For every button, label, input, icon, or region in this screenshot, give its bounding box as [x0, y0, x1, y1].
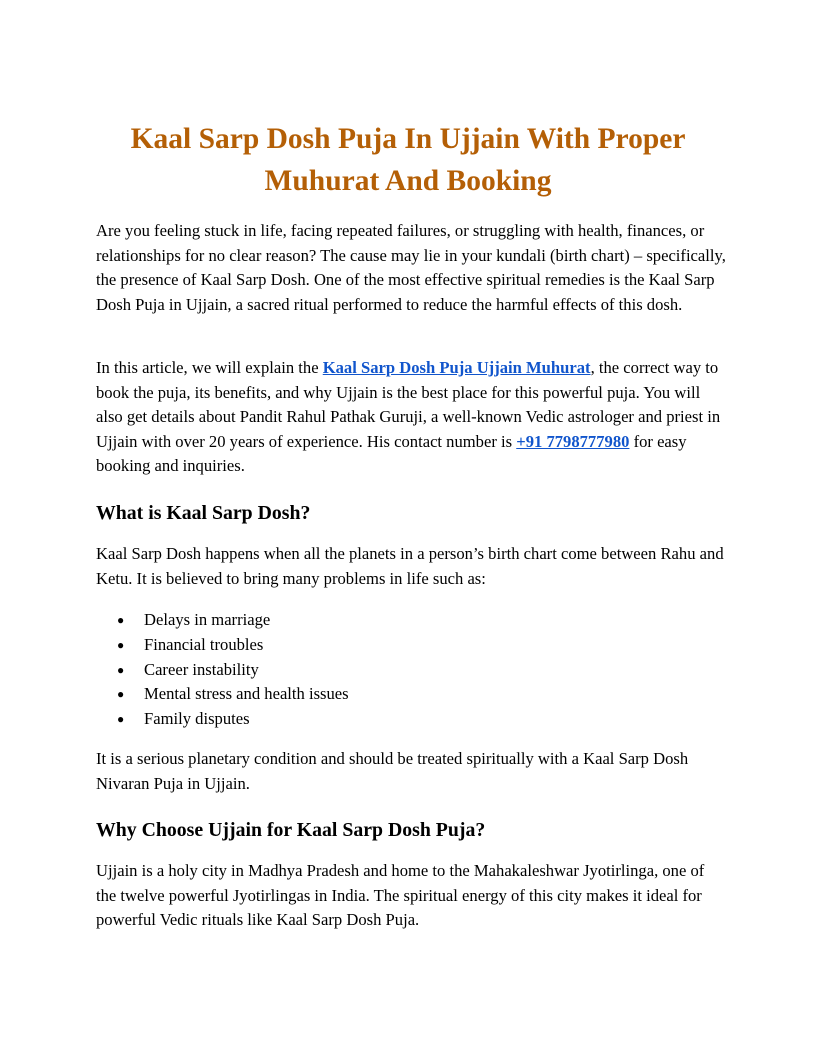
bullet-icon: ● [117, 613, 125, 627]
bullet-icon: ● [117, 687, 125, 702]
intro-text-b: , the correct way to book the puja, its benefits, and why Ujjain is the best place for this powerful puja. You will also get details about Pandit Rahul Pathak Guruji, a well-known Vedic astrologer and priest in Ujjain with over 20 years of experience. His contact number is [96, 358, 721, 451]
intro-paragraph-2 [96, 356, 726, 479]
why-paragraph-1: Ujjain is a holy city in Madhya Pradesh and home to the Mahakaleshwar Jyotirlinga, one of the twelve powerful Jyotirlingas in India. The spiritual energy of this city makes it ideal for powerful Vedic rituals like Kaal Sarp Dosh Puja. [96, 861, 705, 930]
list-item [96, 707, 349, 732]
list-item [96, 608, 349, 633]
list-item [96, 658, 349, 683]
intro-paragraph-1: Are you feeling stuck in life, facing repeated failures, or struggling with health, finances, or relationships for no clear reason? The cause may lie in your kundali (birth chart) – specifically, the presence of Kaal Sarp Dosh. One of the most effective spiritual remedies is the Kaal Sarp Dosh Puja in Ujjain, a sacred ritual performed to reduce the harmful effects of this dosh. [96, 221, 726, 314]
bullet-icon: ● [117, 712, 125, 727]
problems-list [96, 608, 349, 732]
list-item-text: Family disputes [144, 709, 250, 729]
muhurat-link[interactable]: Kaal Sarp Dosh Puja Ujjain Muhurat [322, 358, 591, 377]
list-item-text: Financial troubles [144, 634, 264, 654]
phone-link[interactable]: +91 7798777980 [516, 431, 630, 451]
list-item-text: Delays in marriage [144, 610, 271, 629]
section-heading-why: Why Choose Ujjain for Kaal Sarp Dosh Puja? [96, 819, 486, 841]
page-title: Kaal Sarp Dosh Puja In Ujjain With Proper Muhurat And Booking [130, 123, 686, 197]
intro-text-c: for easy booking and inquiries. [96, 431, 687, 476]
list-item [96, 633, 349, 658]
list-item-text: Mental stress and health issues [144, 684, 349, 704]
section-heading-what: What is Kaal Sarp Dosh? [96, 502, 311, 524]
bullet-icon: ● [117, 637, 125, 652]
intro-text-a: In this article, we will explain the [96, 358, 323, 377]
bullet-icon: ● [117, 662, 125, 677]
what-paragraph-1: Kaal Sarp Dosh happens when all the planets in a person’s birth chart come between Rahu and Ketu. It is believed to bring many problems in life such as: [96, 544, 724, 588]
what-paragraph-2: It is a serious planetary condition and should be treated spiritually with a Kaal Sarp Dosh Nivaran Puja in Ujjain. [96, 749, 689, 793]
list-item-text: Career instability [144, 659, 259, 679]
list-item [96, 682, 349, 707]
